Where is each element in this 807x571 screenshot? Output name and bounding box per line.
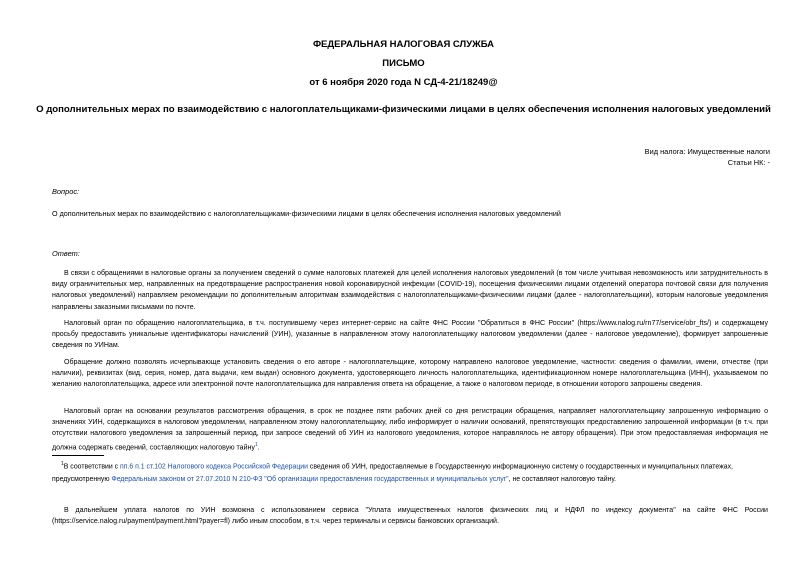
answer-paragraph-2: Налоговый орган по обращению налогоплательщика, в т.ч. поступившему через интернет-сервис на сайте ФНС России "Обратиться в ФНС России" (https://www.nalog.ru/rn77/service/obr_fts/) и содержащему просьбу предоставить уникальные идентификаторы начислений (УИН), указанные в направленном этому налогоплательщику налоговом уведомлении (далее - налоговое уведомление), формирует запрошенные сведения по УИНам. bbox=[52, 320, 768, 350]
tax-code-link[interactable]: пп.6 п.1 ст.102 Налогового кодекса Российской Федерации bbox=[119, 463, 308, 471]
federal-law-link[interactable]: Федеральным законом от 27.07.2010 N 210-ФЗ "Об организации предоставления государственных и муниципальных услуг" bbox=[111, 475, 509, 483]
answer-paragraph-3: Обращение должно позволять исчерпывающе установить сведения о его авторе - налогоплательщике, которому направлено налоговое уведомление, частности: сведения о фамилии, имени, отчестве (при наличии), реквизитах (вид, серия, номер, дата выдачи, кем выдан) основного документа, удостоверяющего личность налогоплательщика, идентификационном номере налогоплательщика (ИНН), указываемом по желанию налогоплательщика, адресе или электронной почте налогоплательщика для направления ответа на обращение, а также о налоговом периоде, в отношении которого запрошены сведения. bbox=[52, 359, 768, 389]
footnote bbox=[52, 458, 768, 486]
footnote-mark: 1 bbox=[61, 461, 64, 467]
answer-paragraph-4-text: Налоговый орган на основании результатов рассмотрения обращения, в срок не позднее пяти рабочих дней со дня регистрации обращения, направляет налогоплательщику запрошенную информацию о значениях УИН, содержащихся в налоговом уведомлении, направленном этому налогоплательщику, либо информирует о наличии оснований, препятствующих предоставлению запрошенной информации (в т.ч. при отсутствии налогового уведомления за запрошенный период, при запросе сведений об УИН из налогового уведомления, которое направлялось не автору обращения). При этом предоставляемая информация не должна содержать сведений, составляющих налоговую тайну bbox=[52, 408, 768, 451]
answer-paragraph-5: В дальнейшем уплата налогов по УИН возможна с использованием сервиса "Уплата имущественных налогов физических лиц и НДФЛ по индексу документа" на сайте ФНС России (https://service.nalog.ru/payment/payment.html?payer=fl) либо иным способом, в т.ч. через терминалы и сервисы банковских организаций. bbox=[52, 507, 768, 526]
footnote-reference-link[interactable]: 1 bbox=[254, 441, 258, 448]
agency-title: ФЕДЕРАЛЬНАЯ НАЛОГОВАЯ СЛУЖБА bbox=[312, 39, 495, 50]
answer-paragraph-1: В связи с обращениями в налоговые органы за получением сведений о сумме налоговых платежей для целей исполнения налоговых уведомлений (в том числе учитывая невозможность или затруднительность в виду ограничительных мер, направленных на предотвращение распространения новой коронавирусной инфекции (COVID-19), посещения физическими лицами отделений оператора почтовой связи для получения налоговых уведомлений) направляем рекомендации по дополнительным алгоритмам взаимодействия с налогоплательщиками-физическими лицами (далее - налогоплательщики), которым налоговые уведомления направлены заказными письмами по почте. bbox=[52, 270, 768, 311]
question-label: Вопрос: bbox=[52, 187, 80, 196]
document-type: ПИСЬМО bbox=[382, 58, 425, 69]
tax-code-articles: Статьи НК: - bbox=[727, 158, 770, 167]
answer-label: Ответ: bbox=[52, 249, 80, 258]
answer-paragraph-4 bbox=[52, 406, 768, 453]
footnote-text-1: В соответствии с bbox=[63, 463, 120, 471]
document-subject: О дополнительных мерах по взаимодействию с налогоплательщиками-физическими лицами в целях обеспечения исполнения налоговых уведомлений bbox=[36, 104, 771, 115]
tax-type: Вид налога: Имущественные налоги bbox=[644, 147, 770, 156]
question-text: О дополнительных мерах по взаимодействию с налогоплательщиками-физическими лицами в целях обеспечения исполнения налоговых уведомлений bbox=[52, 209, 561, 218]
footnote-text-3: , не составляют налоговую тайну. bbox=[508, 475, 617, 483]
footnote-divider bbox=[52, 455, 104, 456]
footnote-text-2: сведения об УИН, предоставляемые в Государственную информационную систему о государственных и муниципальных платежах, предусмотренную bbox=[52, 463, 733, 483]
answer-paragraph-4-end: . bbox=[257, 443, 260, 451]
document-reference: от 6 ноября 2020 года N СД-4-21/18249@ bbox=[309, 77, 498, 88]
